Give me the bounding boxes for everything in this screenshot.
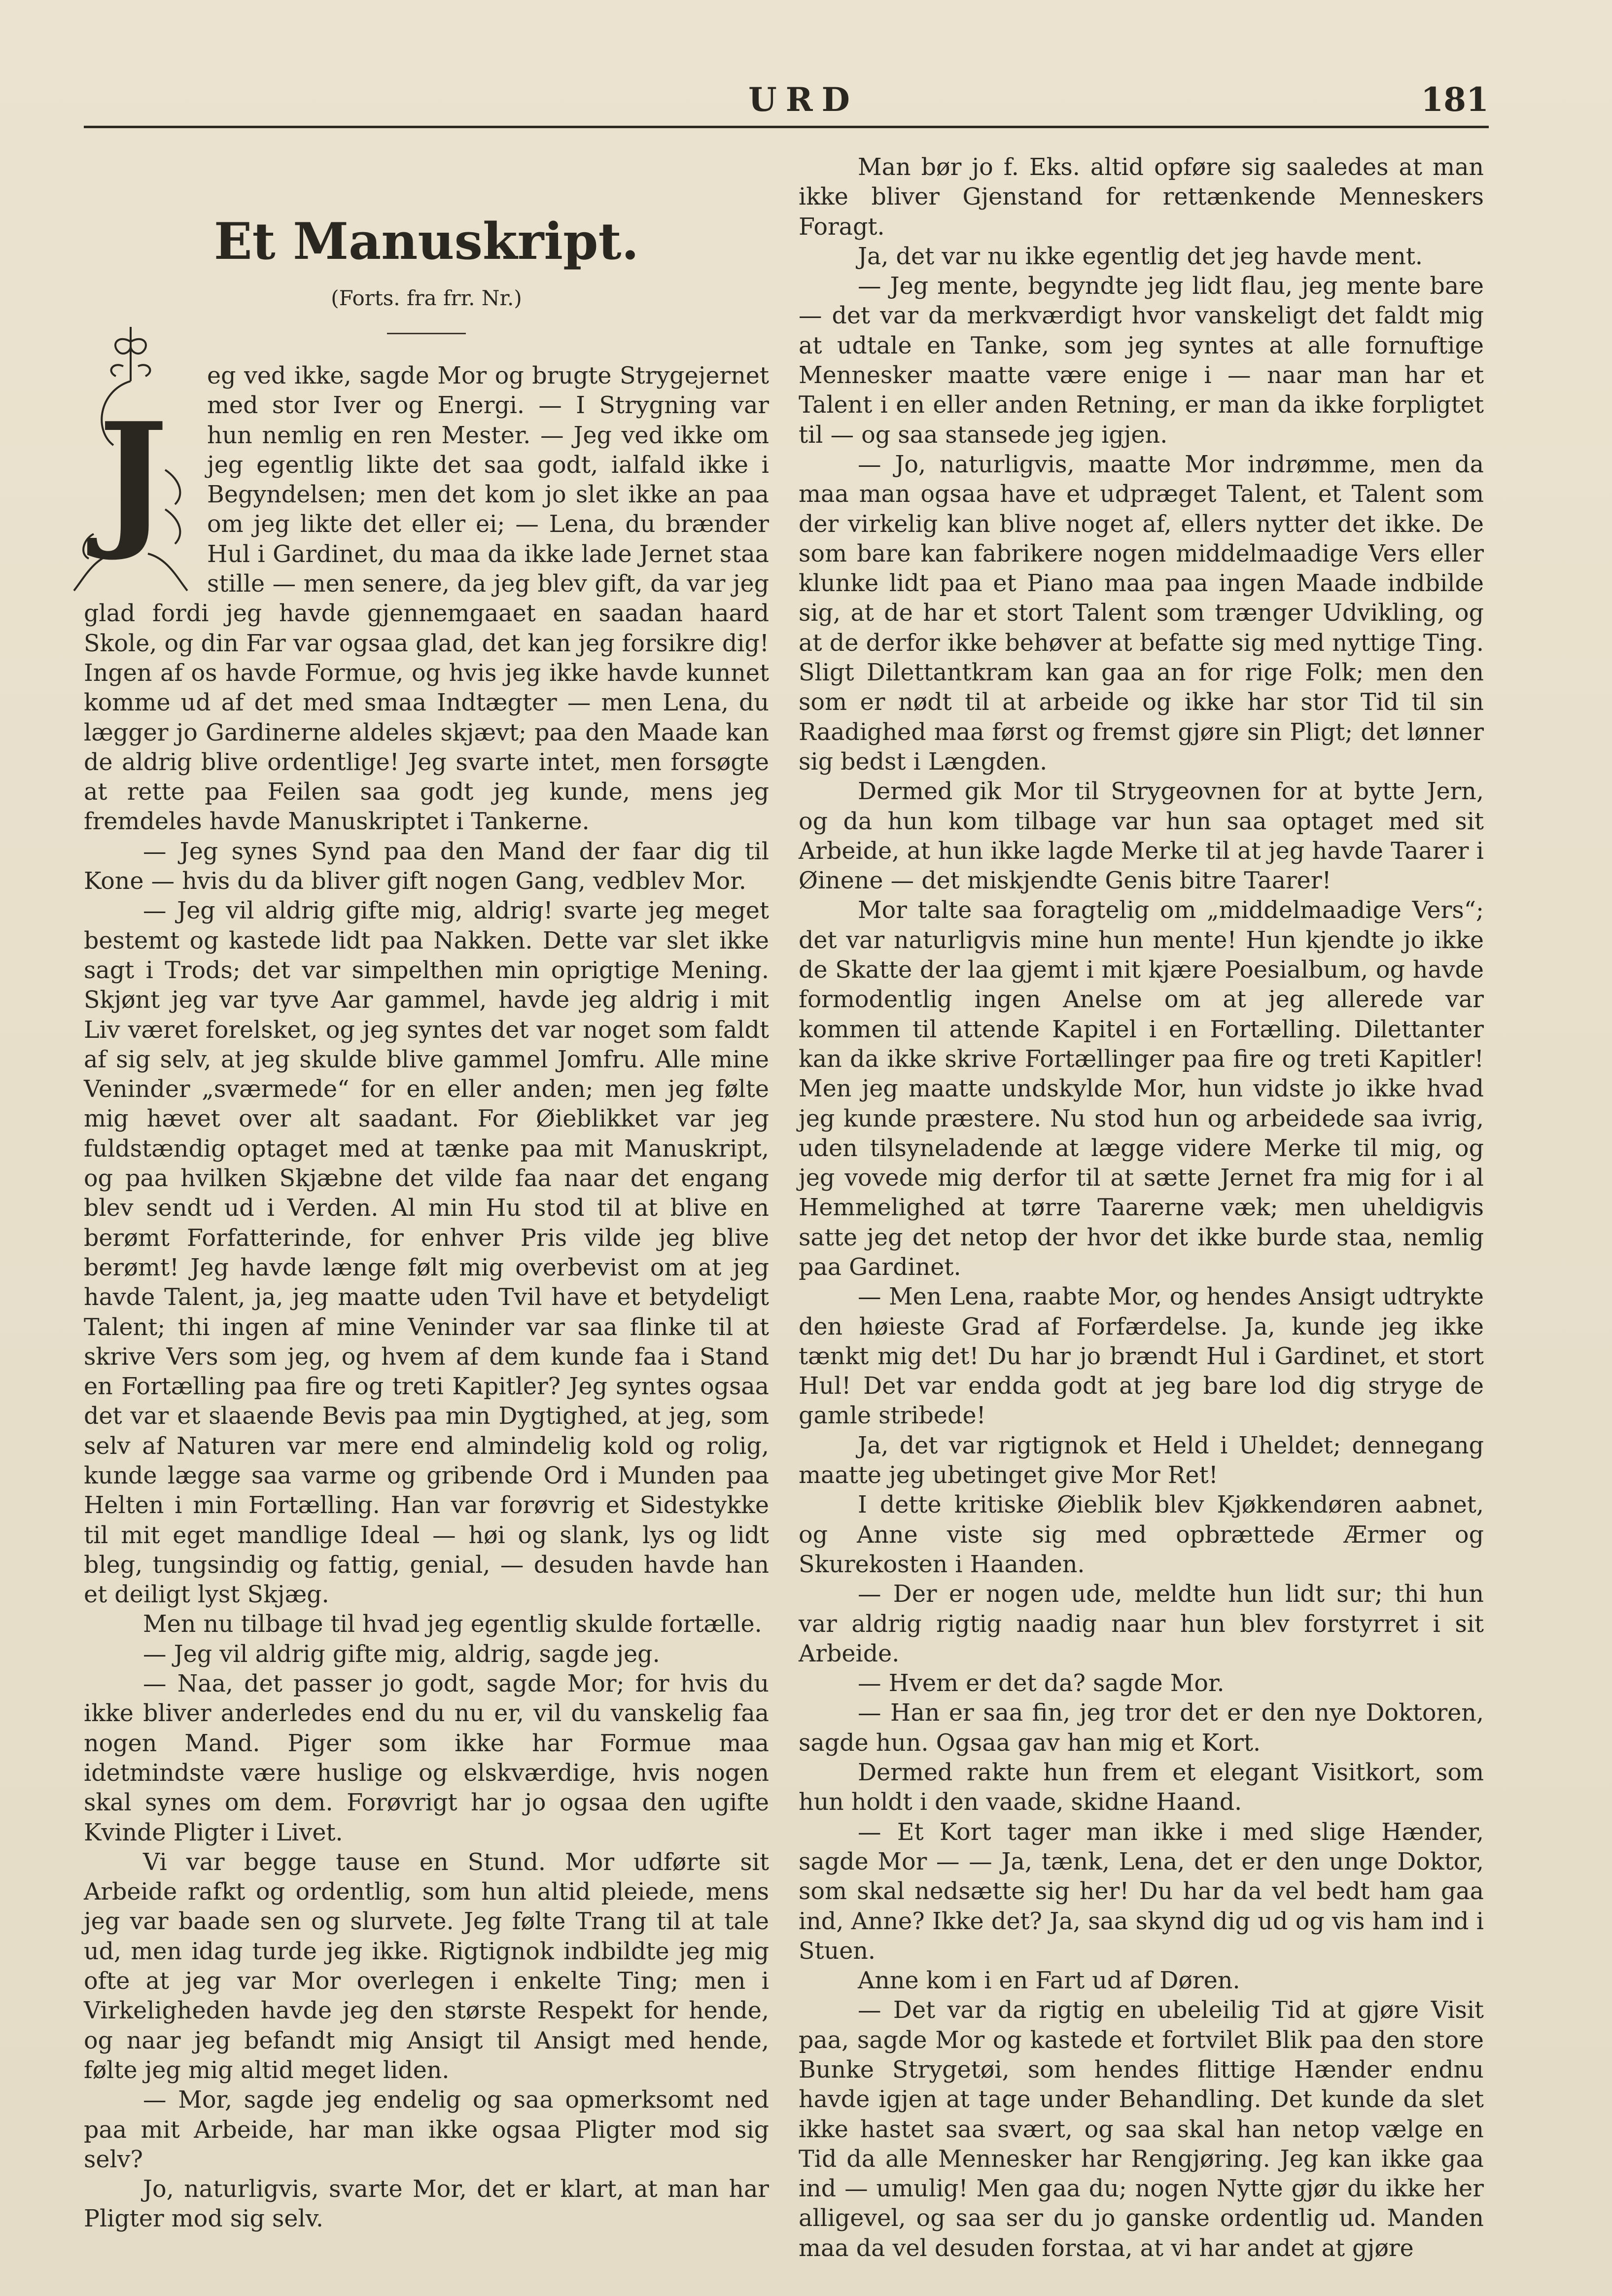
paragraph-21: — Han er saa fin, jeg tror det er den nye Doktoren, sagde hun. Ogsaa gav han mig et Kort. — [799, 1699, 1484, 1757]
title-divider — [387, 333, 466, 334]
paragraph-19: — Der er nogen ude, meldte hun lidt sur; thi hun var aldrig rigtig naadig naar hun blev forstyrret i sit Arbeide. — [799, 1581, 1484, 1667]
paragraph-15: Mor talte saa foragtelig om „middelmaadige Vers“; det var naturligvis mine hun mente! Hun kjendte jo ikke de Skatte der laa gjemt i mit kjære Poesialbum, og havde formodentlig ingen Anelse om at jeg allerede var kommen til attende Kapitel i en Fortælling. Dilettanter kan da ikke skrive Fortællinger paa fire og treti Kapitler! Men jeg maatte undskylde Mor, hun vidste jo ikke hvad jeg kunde præstere. Nu stod hun og arbeidede saa ivrig, uden tilsyneladende at lægge videre Merke til mig, og jeg vovede mig derfor til at sætte Jernet fra mig for i al Hemmelighed at tørre Taarerne væk; men uheldigvis satte jeg det netop der hvor det ikke burde staa, nemlig paa Gardinet. — [799, 897, 1484, 1281]
paragraph-17: Ja, det var rigtignok et Held i Uheldet; dennegang maatte jeg ubetinget give Mor Ret! — [799, 1432, 1484, 1489]
svg-text:J: J — [98, 390, 168, 564]
paragraph-13: — Jo, naturligvis, maatte Mor indrømme, men da maa man ogsaa have et udpræget Talent, et Talent som der virkelig kan blive noget af, ellers nytter det ikke. De som bare kan fabrikere nogen middelmaadige Vers eller klunke lidt paa et Piano maa paa ingen Maade indbilde sig, at de har et stort Talent som trænger Udvikling, og at de derfor ikke behøver at befatte sig med nyttige Ting. Sligt Dilettantkram kan gaa an for rige Folk; men den som er nødt til at arbeide og ikke har stor Tid til sin Raadighed maa først og fremst gjøre sin Pligt; det lønner sig bedst i Længden. — [799, 451, 1484, 776]
article-title: Et Manuskript. — [213, 212, 639, 271]
left-column — [84, 153, 769, 2234]
paragraph-23: — Et Kort tager man ikke i med slige Hænder, sagde Mor — — Ja, tænk, Lena, det er den unge Doktor, som skal nedsætte sig her! Du har da vel bedt ham gaa ind, Anne? Ikke det? Ja, saa skynd dig ud og vis ham ind i Stuen. — [799, 1818, 1484, 1965]
paragraph-25: — Det var da rigtig en ubeleilig Tid at gjøre Visit paa, sagde Mor og kastede et fortvilet Blik paa den store Bunke Strygetøi, som hendes flittige Hænder endnu havde igjen at tage under Behandling. Det kunde da slet ikke hastet saa svært, og saa skal han netop vælge en Tid da alle Mennesker har Rengjøring. Jeg kan ikke gaa ind — umulig! Men gaa du; nogen Nytte gjør du ikke her alligevel, og saa ser du jo ganske ordentlig ud. Manden maa da vel desuden forstaa, at vi har andet at gjøre — [799, 1997, 1484, 2262]
paragraph-4: Men nu tilbage til hvad jeg egentlig skulde fortælle. — [143, 1611, 762, 1638]
page-header — [84, 76, 1489, 136]
paragraph-18: I dette kritiske Øieblik blev Kjøkkendøren aabnet, og Anne viste sig med opbrættede Ærmer og Skurekosten i Haanden. — [799, 1491, 1484, 1578]
paragraph-1: eg ved ikke, sagde Mor og brugte Strygejernet med stor Iver og Energi. — I Strygning var hun nemlig en ren Mester. — Jeg ved ikke om jeg egentlig likte det saa godt, ialfald ikke i Begyndelsen; men det kom jo slet ikke an paa om jeg likte det eller ei; — Lena, du brænder Hul i Gardinet, du maa da ikke lade Jernet staa stille — men senere, da jeg blev gift, da var jeg glad fordi jeg havde gjennemgaaet en saadan haard Skole, og din Far var ogsaa glad, det kan jeg forsikre dig! Ingen af os havde Formue, og hvis jeg ikke havde kunnet komme ud af det med smaa Indtægter — men Lena, du lægger jo Gardinerne aldeles skjævt; paa den Maade kan de aldrig blive ordentlige! Jeg svarte intet, men forsøgte at rette paa Feilen saa godt jeg kunde, mens jeg fremdeles havde Manuskriptet i Tankerne. — [84, 362, 769, 836]
header-rule — [84, 126, 1489, 128]
ornamental-initial — [64, 322, 197, 598]
journal-name: URD — [748, 80, 859, 119]
ornamental-initial-icon — [64, 322, 197, 598]
paragraph-24: Anne kom i en Fart ud af Døren. — [858, 1967, 1240, 1995]
paragraph-14: Dermed gik Mor til Strygeovnen for at bytte Jern, og da hun kom tilbage var hun saa optaget med sit Arbeide, at hun ikke lagde Merke til at jeg havde Taarer i Øinene — det miskjendte Genis bitre Taarer! — [799, 778, 1484, 895]
paragraph-3: — Jeg vil aldrig gifte mig, aldrig! svarte jeg meget bestemt og kastede lidt paa Nakken. Dette var slet ikke sagt i Trods; det var simpelthen min oprigtige Mening. Skjønt jeg var tyve Aar gammel, havde jeg aldrig i mit Liv været forelsket, og jeg syntes det var noget som faldt af sig selv, at jeg skulde blive gammel Jomfru. Alle mine Veninder „sværmede“ for en eller anden; men jeg følte mig hævet over alt saadant. For Øieblikket var jeg fuldstændig optaget med at tænke paa mit Manuskript, og paa hvilken Skjæbne det vilde faa naar det engang blev sendt ud i Verden. Al min Hu stod til at blive en berømt Forfatterinde, for enhver Pris vilde jeg blive berømt! Jeg havde længe følt mig overbevist om at jeg havde Talent, ja, jeg maatte uden Tvil have et betydeligt Talent; thi ingen af mine Veninder var saa flinke til at skrive Vers som jeg, og hvem af dem kunde faa i Stand en Fortælling paa fire og treti Kapitler? Jeg syntes ogsaa det var et slaaende Bevis paa min Dygtighed, at jeg, som selv af Naturen var mere end almindelig kold og rolig, kunde lægge saa varme og gribende Ord i Munden paa Helten i min Fortælling. Han var forøvrig et Sidestykke til mit eget mandlige Ideal — høi og slank, lys og lidt bleg, tungsindig og fattig, genial, — desuden havde han et deiligt lyst Skjæg. — [84, 897, 769, 1609]
paragraph-8: — Mor, sagde jeg endelig og saa opmerksomt ned paa mit Arbeide, har man ikke ogsaa Pligter mod sig selv? — [84, 2086, 769, 2173]
paragraph-9: Jo, naturligvis, svarte Mor, det er klart, at man har Pligter mod sig selv. — [84, 2176, 769, 2233]
article-subtitle: (Forts. fra frr. Nr.) — [331, 286, 522, 310]
paragraph-6: — Naa, det passer jo godt, sagde Mor; for hvis du ikke bliver anderledes end du nu er, vil du vanskelig faa nogen Mand. Piger som ikke har Formue maa idetmindste være huslige og elskværdige, hvis nogen skal synes om dem. Forøvrigt har jo ogsaa den ugifte Kvinde Pligter i Livet. — [84, 1670, 769, 1846]
page-number: 181 — [1421, 80, 1489, 119]
paragraph-16: — Men Lena, raabte Mor, og hendes Ansigt udtrykte den høieste Grad af Forfærdelse. Ja, kunde jeg ikke tænkt mig det! Du har jo brændt Hul i Gardinet, et stort Hul! Det var endda godt at jeg bare lod dig stryge de gamle stribede! — [799, 1283, 1484, 1430]
paragraph-11: Ja, det var nu ikke egentlig det jeg havde ment. — [858, 243, 1423, 270]
paragraph-12: — Jeg mente, begyndte jeg lidt flau, jeg mente bare — det var da merkværdigt hvor vanskeligt det faldt mig at udtale en Tanke, som jeg syntes at alle fornuftige Mennesker maatte være enige i — naar man har et Talent i en eller anden Retning, er man da ikke forpligtet til — og saa stansede jeg igjen. — [799, 273, 1484, 449]
paragraph-2: — Jeg synes Synd paa den Mand der faar dig til Kone — hvis du da bliver gift nogen Gang, vedblev Mor. — [84, 838, 769, 895]
paragraph-5: — Jeg vil aldrig gifte mig, aldrig, sagde jeg. — [143, 1640, 660, 1668]
paragraph-7: Vi var begge tause en Stund. Mor udførte sit Arbeide rafkt og ordentlig, som hun altid pleiede, mens jeg var baade sen og slurvete. Jeg følte Trang til at tale ud, men idag turde jeg ikke. Rigtignok indbildte jeg mig ofte at jeg var Mor overlegen i enkelte Ting; men i Virkeligheden havde jeg den største Respekt for hende, og naar jeg befandt mig Ansigt til Ansigt med hende, følte jeg mig altid meget liden. — [84, 1848, 769, 2084]
right-column — [799, 153, 1484, 2263]
paragraph-20: — Hvem er det da? sagde Mor. — [858, 1670, 1225, 1697]
paragraph-22: Dermed rakte hun frem et elegant Visitkort, som hun holdt i den vaade, skidne Haand. — [799, 1759, 1484, 1816]
paragraph-10: Man bør jo f. Eks. altid opføre sig saaledes at man ikke bliver Gjenstand for rettænkende Menneskers Foragt. — [799, 154, 1484, 241]
